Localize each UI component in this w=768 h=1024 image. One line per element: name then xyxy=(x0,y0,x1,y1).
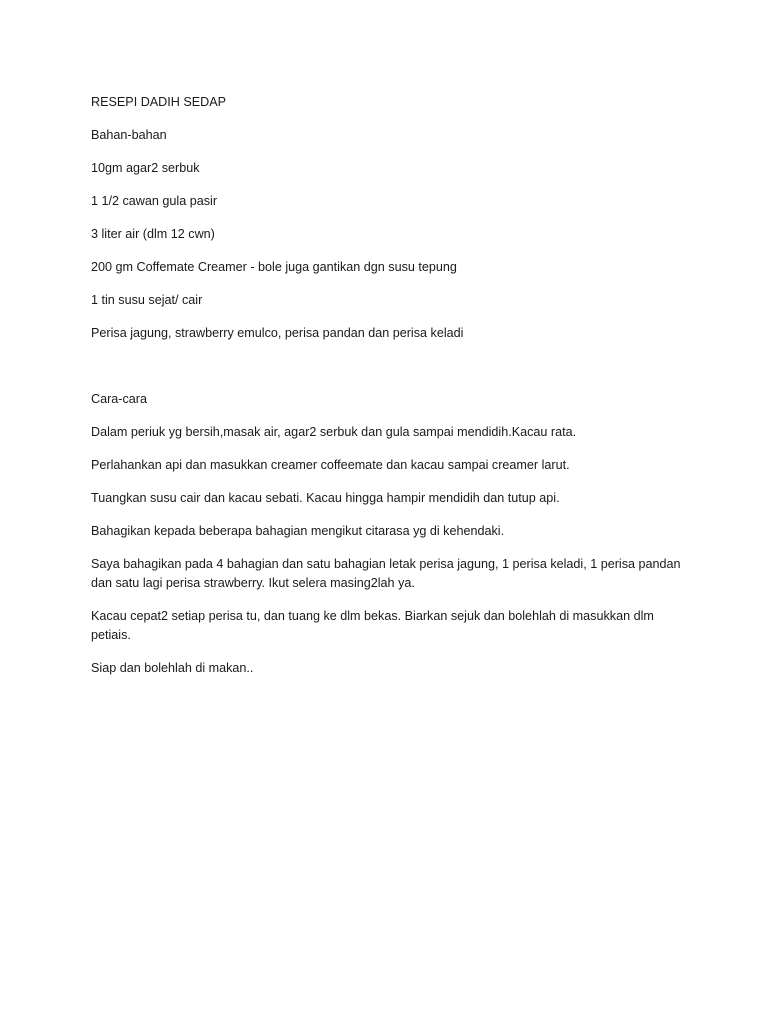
section-spacer xyxy=(91,357,691,390)
ingredient-item: 1 tin susu sejat/ cair xyxy=(91,293,203,307)
ingredients-heading: Bahan-bahan xyxy=(91,128,167,142)
step-item: Tuangkan susu cair dan kacau sebati. Kacau hingga hampir mendidih dan tutup api. xyxy=(91,491,560,505)
step-item: Bahagikan kepada beberapa bahagian mengikut citarasa yg di kehendaki. xyxy=(91,524,505,538)
step-item: Siap dan bolehlah di makan.. xyxy=(91,661,254,675)
step-item: Perlahankan api dan masukkan creamer coffeemate dan kacau sampai creamer larut. xyxy=(91,458,570,472)
document-body xyxy=(91,93,691,692)
step-item: Dalam periuk yg bersih,masak air, agar2 serbuk dan gula sampai mendidih.Kacau rata. xyxy=(91,425,577,439)
step-item: Saya bahagikan pada 4 bahagian dan satu bahagian letak perisa jagung, 1 perisa keladi, 1 perisa pandan dan satu lagi perisa strawberry. Ikut selera masing2lah ya. xyxy=(91,557,681,590)
ingredient-item: 3 liter air (dlm 12 cwn) xyxy=(91,227,215,241)
ingredient-item: 200 gm Coffemate Creamer - bole juga gantikan dgn susu tepung xyxy=(91,260,457,274)
ingredient-item: 10gm agar2 serbuk xyxy=(91,161,200,175)
steps-heading: Cara-cara xyxy=(91,392,147,406)
ingredient-item: Perisa jagung, strawberry emulco, perisa pandan dan perisa keladi xyxy=(91,326,464,340)
document-title: RESEPI DADIH SEDAP xyxy=(91,95,227,109)
ingredient-item: 1 1/2 cawan gula pasir xyxy=(91,194,218,208)
step-item: Kacau cepat2 setiap perisa tu, dan tuang ke dlm bekas. Biarkan sejuk dan bolehlah di masukkan dlm petiais. xyxy=(91,609,654,642)
